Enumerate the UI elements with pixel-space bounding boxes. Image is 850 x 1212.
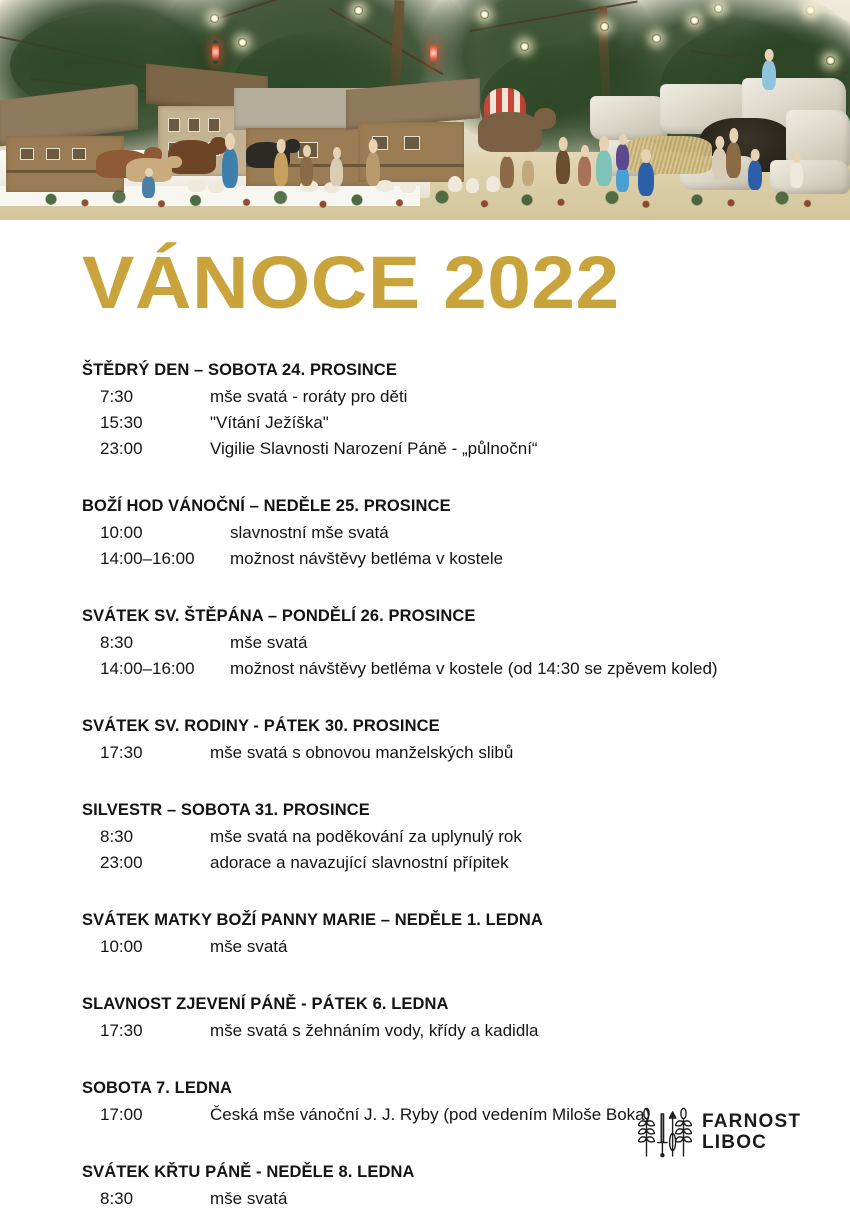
house-window — [46, 148, 60, 160]
nativity-figure — [366, 152, 380, 186]
schedule-row-time: 17:00 — [100, 1105, 143, 1124]
nativity-figure — [274, 152, 288, 186]
schedule-row-time: 17:30 — [100, 743, 143, 762]
schedule-row-time: 23:00 — [100, 439, 143, 458]
fairy-light-bulb — [690, 16, 699, 25]
sword-icon — [658, 1114, 667, 1157]
schedule-block — [82, 1159, 782, 1212]
house-window — [168, 118, 180, 132]
logo-wordmark — [702, 1111, 801, 1153]
schedule-row-time: 8:30 — [100, 1189, 134, 1208]
schedule-row — [82, 630, 782, 656]
schedule-row-description: mše svatá na poděkování za uplynulý rok — [210, 827, 522, 846]
schedule-block — [82, 907, 782, 960]
schedule-row-description: adorace a navazující slavnostní přípitek — [210, 853, 509, 872]
schedule-block-heading: ŠTĚDRÝ DEN – SOBOTA 24. PROSINCE — [82, 361, 397, 379]
nativity-straw — [620, 136, 712, 174]
schedule-block — [82, 713, 782, 766]
fairy-light-bulb — [480, 10, 489, 19]
nativity-figure — [790, 162, 803, 188]
fairy-light-bulb — [238, 38, 247, 47]
arrow-icon — [669, 1112, 675, 1156]
nativity-figure-mary — [712, 148, 727, 180]
fairy-light-bulb — [806, 6, 815, 15]
fairy-light-bulb-red — [212, 40, 219, 64]
schedule-row — [82, 656, 782, 682]
schedule-row-time: 7:30 — [100, 387, 134, 406]
schedule-row-time: 14:00–16:00 — [100, 549, 195, 568]
schedule-row-description: možnost návštěvy betléma v kostele (od 14:30 se zpěvem koled) — [230, 659, 718, 678]
schedule-block — [82, 797, 782, 876]
schedule-row-time: 14:00–16:00 — [100, 659, 195, 678]
schedule-block — [82, 357, 782, 462]
fairy-light-bulb — [600, 22, 609, 31]
nativity-rock — [590, 96, 668, 140]
fairy-light-bulb — [354, 6, 363, 15]
schedule-row-time: 8:30 — [100, 633, 134, 652]
schedule-block-heading: SVÁTEK SV. ŠTĚPÁNA – PONDĚLÍ 26. PROSINCE — [82, 607, 476, 625]
wheat-stalk-left — [639, 1108, 655, 1156]
house-window — [208, 118, 220, 132]
schedule-row-description: mše svatá s obnovou manželských slibů — [210, 743, 514, 762]
logo-line-1: FARNOST — [702, 1111, 802, 1132]
schedule-row — [82, 436, 782, 462]
schedule-list — [82, 357, 782, 1212]
schedule-row-time: 8:30 — [100, 827, 134, 846]
photo-scene — [0, 0, 850, 220]
schedule-row — [82, 934, 782, 960]
nativity-scene-photo — [0, 0, 850, 220]
schedule-row-description: mše svatá — [210, 937, 288, 956]
schedule-row-description: mše svatá — [210, 1189, 288, 1208]
fairy-light-bulb — [826, 56, 835, 65]
wheat-stalk-right — [676, 1108, 692, 1156]
nativity-figure — [596, 150, 612, 186]
schedule-block — [82, 603, 782, 682]
nativity-animal-elephant — [478, 112, 542, 152]
schedule-block-heading: SOBOTA 7. LEDNA — [82, 1079, 233, 1097]
schedule-block-heading: BOŽÍ HOD VÁNOČNÍ – NEDĚLE 25. PROSINCE — [82, 497, 451, 515]
schedule-row-description: mše svatá - roráty pro děti — [210, 387, 408, 406]
nativity-figure — [330, 158, 343, 186]
schedule-row-time: 10:00 — [100, 937, 143, 956]
schedule-block — [82, 991, 782, 1044]
schedule-row-description: možnost návštěvy betléma v kostele — [230, 549, 504, 568]
schedule-row-description: Česká mše vánoční J. J. Ryby (pod vedením Miloše Boka) — [210, 1105, 651, 1124]
fairy-light-bulb — [520, 42, 529, 51]
schedule-row — [82, 850, 782, 876]
nativity-figure-angel — [762, 60, 776, 90]
nativity-figure — [578, 156, 591, 186]
schedule-row — [82, 740, 782, 766]
schedule-row — [82, 824, 782, 850]
fairy-light-bulb — [210, 14, 219, 23]
nativity-figure — [300, 156, 313, 186]
page-title: VÁNOCE 2022 — [82, 241, 620, 324]
nativity-figure — [522, 160, 534, 186]
schedule-row-description: Vigilie Slavnosti Narození Páně - „půlnoční“ — [210, 439, 538, 458]
schedule-block-heading: SLAVNOST ZJEVENÍ PÁNĚ - PÁTEK 6. LEDNA — [82, 995, 449, 1013]
schedule-row — [82, 520, 782, 546]
nativity-figure — [222, 148, 238, 188]
farnost-liboc-logo — [636, 1102, 802, 1162]
fairy-light-bulb — [714, 4, 723, 13]
nativity-figure — [500, 156, 514, 188]
schedule-block-heading: SVÁTEK SV. RODINY - PÁTEK 30. PROSINCE — [82, 717, 440, 735]
wheat-sword-arrow-emblem — [636, 1104, 694, 1160]
schedule-row — [82, 384, 782, 410]
schedule-row — [82, 1186, 782, 1212]
schedule-block-heading: SILVESTR – SOBOTA 31. PROSINCE — [82, 801, 370, 819]
schedule-row-time: 15:30 — [100, 413, 143, 432]
schedule-row-description: mše svatá s žehnáním vody, křídy a kadidla — [210, 1021, 539, 1040]
schedule-row-time: 10:00 — [100, 523, 143, 542]
schedule-row — [82, 1018, 782, 1044]
schedule-row-description: "Vítání Ježíška" — [210, 413, 329, 432]
schedule-row-description: slavnostní mše svatá — [230, 523, 389, 542]
schedule-row-time: 17:30 — [100, 1021, 143, 1040]
house-window — [404, 136, 420, 150]
fairy-light-bulb-red — [430, 40, 437, 66]
schedule-block-heading: SVÁTEK MATKY BOŽÍ PANNY MARIE – NEDĚLE 1. LEDNA — [82, 911, 543, 929]
schedule-row-description: mše svatá — [230, 633, 308, 652]
logo-line-2: LIBOC — [702, 1132, 768, 1153]
nativity-garland — [0, 186, 850, 210]
nativity-figure-joseph — [726, 142, 741, 178]
schedule-block-heading: SVÁTEK KŘTU PÁNĚ - NEDĚLE 8. LEDNA — [82, 1163, 415, 1181]
schedule-row-time: 23:00 — [100, 853, 143, 872]
schedule-row — [82, 410, 782, 436]
schedule-block — [82, 493, 782, 572]
nativity-figure — [616, 144, 629, 170]
nativity-figure — [556, 150, 570, 184]
house-window — [20, 148, 34, 160]
house-window — [72, 148, 86, 160]
fairy-light-bulb — [652, 34, 661, 43]
house-window — [188, 118, 200, 132]
schedule-row — [82, 546, 782, 572]
